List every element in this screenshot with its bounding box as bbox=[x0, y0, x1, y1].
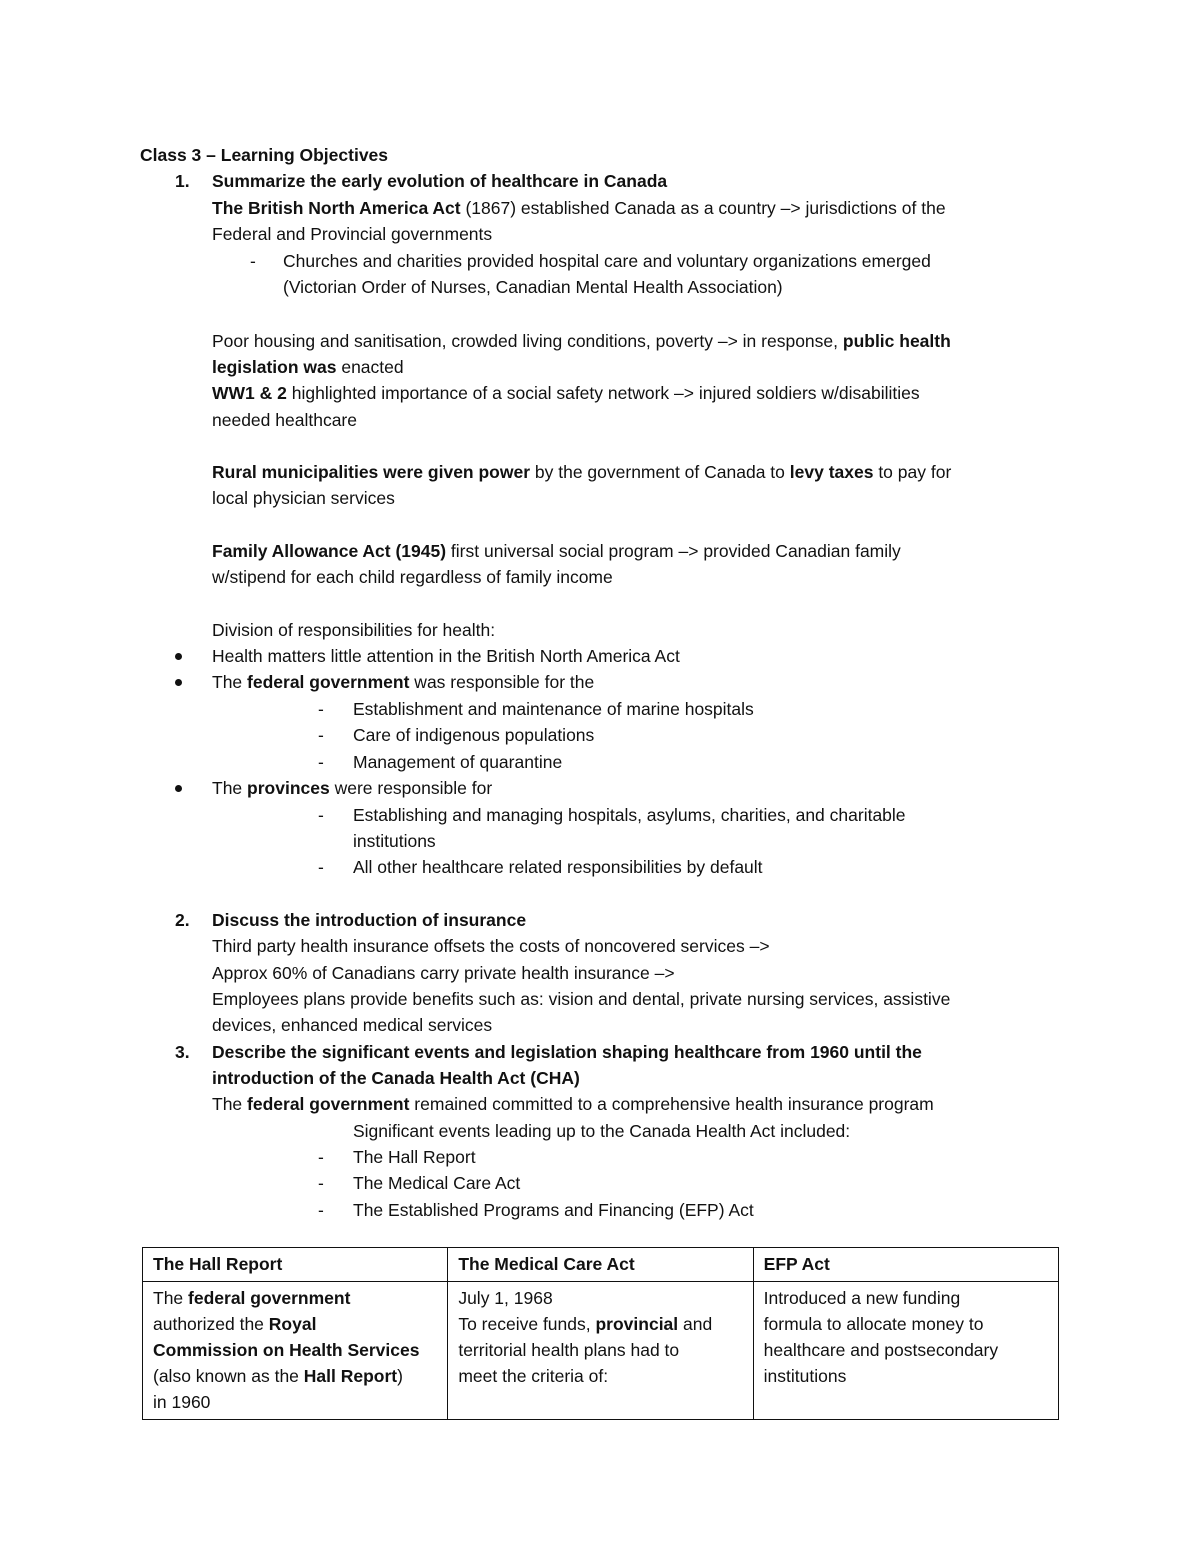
bold-term: federal government bbox=[188, 1288, 351, 1308]
text-run: The bbox=[212, 672, 248, 692]
bold-term: provincial bbox=[595, 1314, 679, 1334]
paragraph-line bbox=[212, 195, 946, 221]
cell-line: formula to allocate money to bbox=[763, 1314, 984, 1334]
text-run: enacted bbox=[336, 357, 404, 377]
bullet-icon bbox=[175, 785, 182, 792]
bold-term: Royal bbox=[268, 1314, 317, 1334]
text-run: ) bbox=[397, 1366, 403, 1386]
dash-marker: - bbox=[318, 1173, 324, 1193]
text-run: (also known as the bbox=[153, 1366, 304, 1386]
paragraph-line: Employees plans provide benefits such as: vision and dental, private nursing services, assistive bbox=[212, 989, 951, 1009]
paragraph-line: Third party health insurance offsets the costs of noncovered services –> bbox=[212, 936, 770, 956]
dash-item: All other healthcare related responsibilities by default bbox=[353, 857, 763, 877]
bold-term: Family Allowance Act (1945) bbox=[212, 541, 447, 561]
paragraph-line bbox=[212, 1091, 934, 1117]
bold-term: The British North America Act bbox=[212, 198, 461, 218]
dash-marker: - bbox=[318, 857, 324, 877]
cell-line: healthcare and postsecondary bbox=[763, 1340, 999, 1360]
table-header-cell: The Medical Care Act bbox=[448, 1248, 753, 1282]
text-run: (1867) established Canada as a country –> jurisdictions of the bbox=[460, 198, 946, 218]
paragraph-line bbox=[212, 380, 920, 406]
dash-marker: - bbox=[318, 1200, 324, 1220]
dash-item: The Established Programs and Financing (EFP) Act bbox=[353, 1200, 754, 1220]
dash-marker: - bbox=[250, 251, 256, 271]
paragraph-line: local physician services bbox=[212, 488, 395, 508]
cell-line: institutions bbox=[763, 1366, 847, 1386]
bold-term: Rural municipalities were given power bbox=[212, 462, 531, 482]
objective-heading: Summarize the early evolution of healthcare in Canada bbox=[212, 171, 668, 191]
dash-item: The Medical Care Act bbox=[353, 1173, 521, 1193]
bullet-item bbox=[212, 669, 594, 695]
paragraph-line: Significant events leading up to the Canada Health Act included: bbox=[353, 1121, 851, 1141]
text-run: were responsible for bbox=[329, 778, 493, 798]
bullet-item bbox=[212, 775, 492, 801]
paragraph-line bbox=[212, 538, 901, 564]
objective-heading-cont: introduction of the Canada Health Act (CHA) bbox=[212, 1068, 580, 1088]
bold-term: Hall Report bbox=[303, 1366, 398, 1386]
dash-marker: - bbox=[318, 752, 324, 772]
bold-term: public health bbox=[842, 331, 951, 351]
bullet-icon bbox=[175, 653, 182, 660]
objective-number: 3. bbox=[175, 1042, 190, 1062]
bold-term: federal government bbox=[247, 1094, 410, 1114]
comparison-table bbox=[142, 1247, 1059, 1420]
cell-line: Commission on Health Services bbox=[153, 1340, 420, 1360]
dash-item: Establishing and managing hospitals, asylums, charities, and charitable bbox=[353, 805, 906, 825]
cell-line: meet the criteria of: bbox=[458, 1366, 609, 1386]
dash-marker: - bbox=[318, 725, 324, 745]
objective-heading: Discuss the introduction of insurance bbox=[212, 910, 527, 930]
dash-item: Management of quarantine bbox=[353, 752, 563, 772]
bullet-item: Health matters little attention in the British North America Act bbox=[212, 646, 680, 666]
cell-line bbox=[458, 1311, 742, 1337]
table-cell bbox=[143, 1282, 448, 1420]
paragraph-line bbox=[212, 354, 404, 380]
paragraph-line: Approx 60% of Canadians carry private health insurance –> bbox=[212, 963, 675, 983]
cell-line bbox=[153, 1285, 437, 1311]
dash-item-cont: (Victorian Order of Nurses, Canadian Mental Health Association) bbox=[283, 277, 783, 297]
dash-marker: - bbox=[318, 699, 324, 719]
paragraph-line: Federal and Provincial governments bbox=[212, 224, 493, 244]
text-run: To receive funds, bbox=[458, 1314, 596, 1334]
paragraph-line: w/stipend for each child regardless of family income bbox=[212, 567, 613, 587]
text-run: by the government of Canada to bbox=[530, 462, 790, 482]
table-cell bbox=[753, 1282, 1058, 1420]
dash-item: Establishment and maintenance of marine hospitals bbox=[353, 699, 754, 719]
text-run: first universal social program –> provided Canadian family bbox=[446, 541, 901, 561]
paragraph-line: needed healthcare bbox=[212, 410, 357, 430]
text-run: remained committed to a comprehensive health insurance program bbox=[409, 1094, 934, 1114]
dash-item: The Hall Report bbox=[353, 1147, 476, 1167]
table-header-row bbox=[143, 1248, 1059, 1282]
table-header-cell: The Hall Report bbox=[143, 1248, 448, 1282]
cell-line: territorial health plans had to bbox=[458, 1340, 680, 1360]
objective-number: 2. bbox=[175, 910, 190, 930]
text-run: highlighted importance of a social safety network –> injured soldiers w/disabilities bbox=[286, 383, 920, 403]
objective-number: 1. bbox=[175, 171, 190, 191]
bold-term: WW1 & 2 bbox=[212, 383, 287, 403]
paragraph-line: devices, enhanced medical services bbox=[212, 1015, 493, 1035]
dash-item: Churches and charities provided hospital care and voluntary organizations emerged bbox=[283, 251, 931, 271]
cell-line bbox=[153, 1311, 437, 1337]
paragraph-line: Division of responsibilities for health: bbox=[212, 620, 496, 640]
objective-heading: Describe the significant events and legislation shaping healthcare from 1960 until the bbox=[212, 1042, 922, 1062]
cell-line: in 1960 bbox=[153, 1392, 211, 1412]
table-header-cell: EFP Act bbox=[753, 1248, 1058, 1282]
text-run: to pay for bbox=[873, 462, 952, 482]
dash-item: Care of indigenous populations bbox=[353, 725, 595, 745]
cell-line: Introduced a new funding bbox=[763, 1288, 961, 1308]
cell-line bbox=[153, 1363, 437, 1389]
bold-term: federal government bbox=[247, 672, 410, 692]
text-run: was responsible for the bbox=[409, 672, 595, 692]
dash-item-cont: institutions bbox=[353, 831, 436, 851]
dash-marker: - bbox=[318, 1147, 324, 1167]
paragraph-line bbox=[212, 459, 951, 485]
text-run: The bbox=[212, 778, 248, 798]
text-run: Poor housing and sanitisation, crowded living conditions, poverty –> in response, bbox=[212, 331, 843, 351]
bold-term: provinces bbox=[247, 778, 330, 798]
text-run: The bbox=[153, 1288, 189, 1308]
bullet-icon bbox=[175, 679, 182, 686]
cell-line: July 1, 1968 bbox=[458, 1288, 553, 1308]
text-run: The bbox=[212, 1094, 248, 1114]
table-row bbox=[143, 1282, 1059, 1420]
text-run: authorized the bbox=[153, 1314, 269, 1334]
paragraph-line bbox=[212, 328, 951, 354]
table-cell bbox=[448, 1282, 753, 1420]
dash-marker: - bbox=[318, 805, 324, 825]
bold-term: levy taxes bbox=[789, 462, 874, 482]
bold-term: legislation was bbox=[212, 357, 337, 377]
text-run: and bbox=[678, 1314, 713, 1334]
page-title: Class 3 – Learning Objectives bbox=[140, 145, 389, 165]
